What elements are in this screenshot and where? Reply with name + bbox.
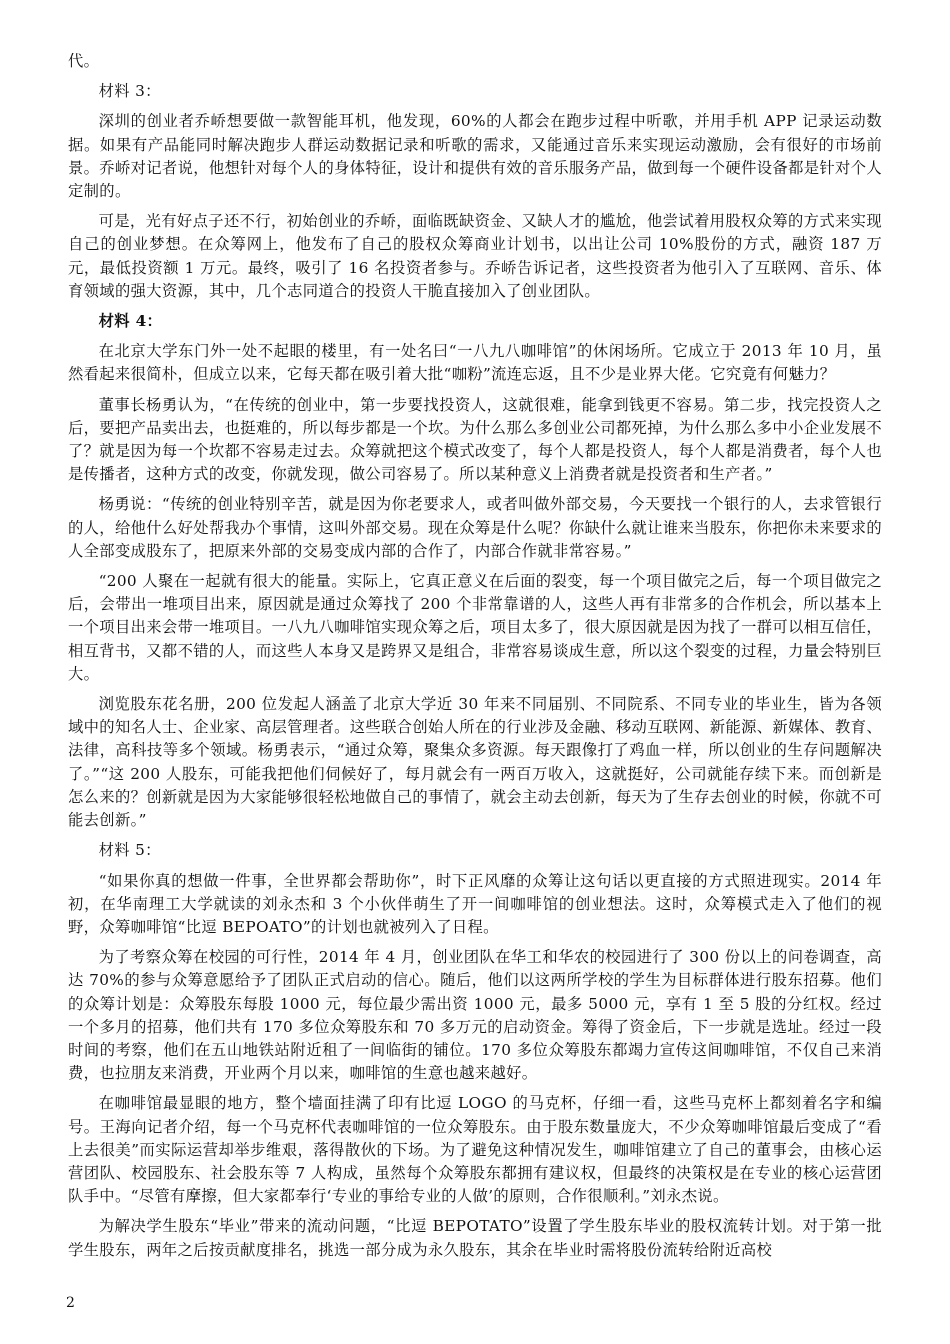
material4-heading: 材料 4： — [98, 312, 163, 331]
page-number: 2 — [66, 1295, 75, 1311]
material4-paragraph-4: “200 人聚在一起就有很大的能量。实际上，它真正意义在后面的裂变，每一个项目做完之后，每一个项目做完之后，会带出一堆项目出来，原因就是通过众筹找了 200 个非常靠谱的人，这些人再有非常多的合作机会，所以基本上一个项目出来会带一堆项目。一八九八咖啡馆实现众筹之后，项目太多了，很大原因就是因为找了一群可以相互信任，相互背书，又都不错的人，而这些人本身又是跨界又是组合，非常容易谈成生意，所以这个裂变的过程，力量会特别巨大。 — [68, 572, 882, 683]
material5-paragraph-1: “如果你真的想做一件事，全世界都会帮助你”，时下正风靡的众筹让这句话以更直接的方式照进现实。2014 年初，在华南理工大学就读的刘永杰和 3 个小伙伴萌生了开一间咖啡馆的创业想法。这时，众筹模式走入了他们的视野，众筹咖啡馆“比逗 BEPOATO”的计划也就被列入了日程。 — [68, 871, 882, 936]
material4-paragraph-2: 董事长杨勇认为，“在传统的创业中，第一步要找投资人，这就很难，能拿到钱更不容易。第二步，找完投资人之后，要把产品卖出去，也挺难的，所以每步都是一个坎。为什么那么多创业公司都死掉，为什么那么多中小企业发展不了？就是因为每一个坎都不容易走过去。众筹就把这个模式改变了，每个人都是投资人，每个人都是消费者，每个人也是传播者，这种方式的改变，你就发现，做公司容易了。所以某种意义上消费者就是投资者和生产者。” — [68, 395, 882, 484]
material5-paragraph-2: 为了考察众筹在校园的可行性，2014 年 4 月，创业团队在华工和华农的校园进行了 300 份以上的问卷调查，高达 70%的参与众筹意愿给予了团队正式启动的信心。随后，他们以这两所学校的学生为目标群体进行股东招募。他们的众筹计划是：众筹股东每股 1000 元，每位最少需出资 1000 元，最多 5000 元，享有 1 至 5 股的分红权。经过一个多月的招募，他们共有 170 多位众筹股东和 70 多万元的启动资金。筹得了资金后，下一步就是选址。经过一段时间的考察，他们在五山地铁站附近租了一间临街的铺位。170 多位众筹股东都竭力宣传这间咖啡馆，不仅自己来消费，也拉朋友来消费，开业两个月以来，咖啡馆的生意也越来越好。 — [68, 948, 882, 1083]
material4-paragraph-3: 杨勇说：“传统的创业特别辛苦，就是因为你老要求人，或者叫做外部交易，今天要找一个银行的人，去求管银行的人，给他什么好处帮我办个事情，这叫外部交易。现在众筹是什么呢？你缺什么就让谁来当股东，你把你未来要求的人全部变成股东了，把原来外部的交易变成内部的合作了，内部合作就非常容易。” — [68, 495, 882, 560]
material3-heading: 材料 3： — [98, 82, 161, 101]
material5-paragraph-3: 在咖啡馆最显眼的地方，整个墙面挂满了印有比逗 LOGO 的马克杯，仔细一看，这些马克杯上都刻着名字和编号。王海向记者介绍，每一个马克杯代表咖啡馆的一位众筹股东。由于股东数量庞大，不少众筹咖啡馆最后变成了“看上去很美”而实际运营却举步维艰，落得散伙的下场。为了避免这种情况发生，咖啡馆建立了自己的董事会，由核心运营团队、校园股东、社会股东等 7 人构成，虽然每个众筹股东都拥有建议权，但最终的决策权是在专业的核心运营团队手中。“尽管有摩擦，但大家都奉行‘专业的事给专业的人做’的原则，合作很顺利。”刘永杰说。 — [68, 1094, 882, 1206]
document-page — [68, 50, 882, 1269]
material3-paragraph-2: 可是，光有好点子还不行，初始创业的乔峤，面临既缺资金、又缺人才的尴尬，他尝试着用股权众筹的方式来实现自己的创业梦想。在众筹网上，他发布了自己的股权众筹商业计划书，以出让公司 10%股份的方式，融资 187 万元，最低投资额 1 万元。最终，吸引了 16 名投资者参与。乔峤告诉记者，这些投资者为他引入了互联网、音乐、体育领域的强大资源，其中，几个志同道合的投资人干脆直接加入了创业团队。 — [68, 212, 882, 300]
material5-paragraph-4: 为解决学生股东“毕业”带来的流动问题，“比逗 BEPOTATO”设置了学生股东毕业的股权流转计划。对于第一批学生股东，两年之后按贡献度排名，挑选一部分成为永久股东，其余在毕业时需将股份流转给附近高校 — [68, 1217, 882, 1259]
material5-heading: 材料 5： — [98, 841, 161, 860]
lead-line: 代。 — [68, 52, 100, 70]
material3-paragraph-1: 深圳的创业者乔峤想要做一款智能耳机，他发现，60%的人都会在跑步过程中听歌，并用手机 APP 记录运动数据。如果有产品能同时解决跑步人群运动数据记录和听歌的需求，又能通过音乐来实现运动激励，会有很好的市场前景。乔峤对记者说，他想针对每个人的身体特征，设计和提供有效的音乐服务产品，做到每一个硬件设备都是针对个人定制的。 — [68, 112, 882, 201]
material4-paragraph-5: 浏览股东花名册，200 位发起人涵盖了北京大学近 30 年来不同届别、不同院系、不同专业的毕业生，皆为各领域中的知名人士、企业家、高层管理者。这些联合创始人所在的行业涉及金融、移动互联网、新能源、新媒体、教育、法律，高科技等多个领域。杨勇表示，“通过众筹，聚集众多资源。每天跟像打了鸡血一样，所以创业的生存问题解决了。”“这 200 人股东，可能我把他们伺候好了，每月就会有一两百万收入，这就挺好，公司就能存续下来。而创新是怎么来的？创新就是因为大家能够很轻松地做自己的事情了，就会主动去创新，每天为了生存去创业的时候，你就不可能去创新。” — [68, 695, 882, 830]
material4-paragraph-1: 在北京大学东门外一处不起眼的楼里，有一处名曰“一八九八咖啡馆”的休闲场所。它成立于 2013 年 10 月，虽然看起来很简朴，但成立以来，它每天都在吸引着大批“咖粉”流连忘返，且不少是业界大佬。它究竟有何魅力？ — [68, 342, 882, 384]
